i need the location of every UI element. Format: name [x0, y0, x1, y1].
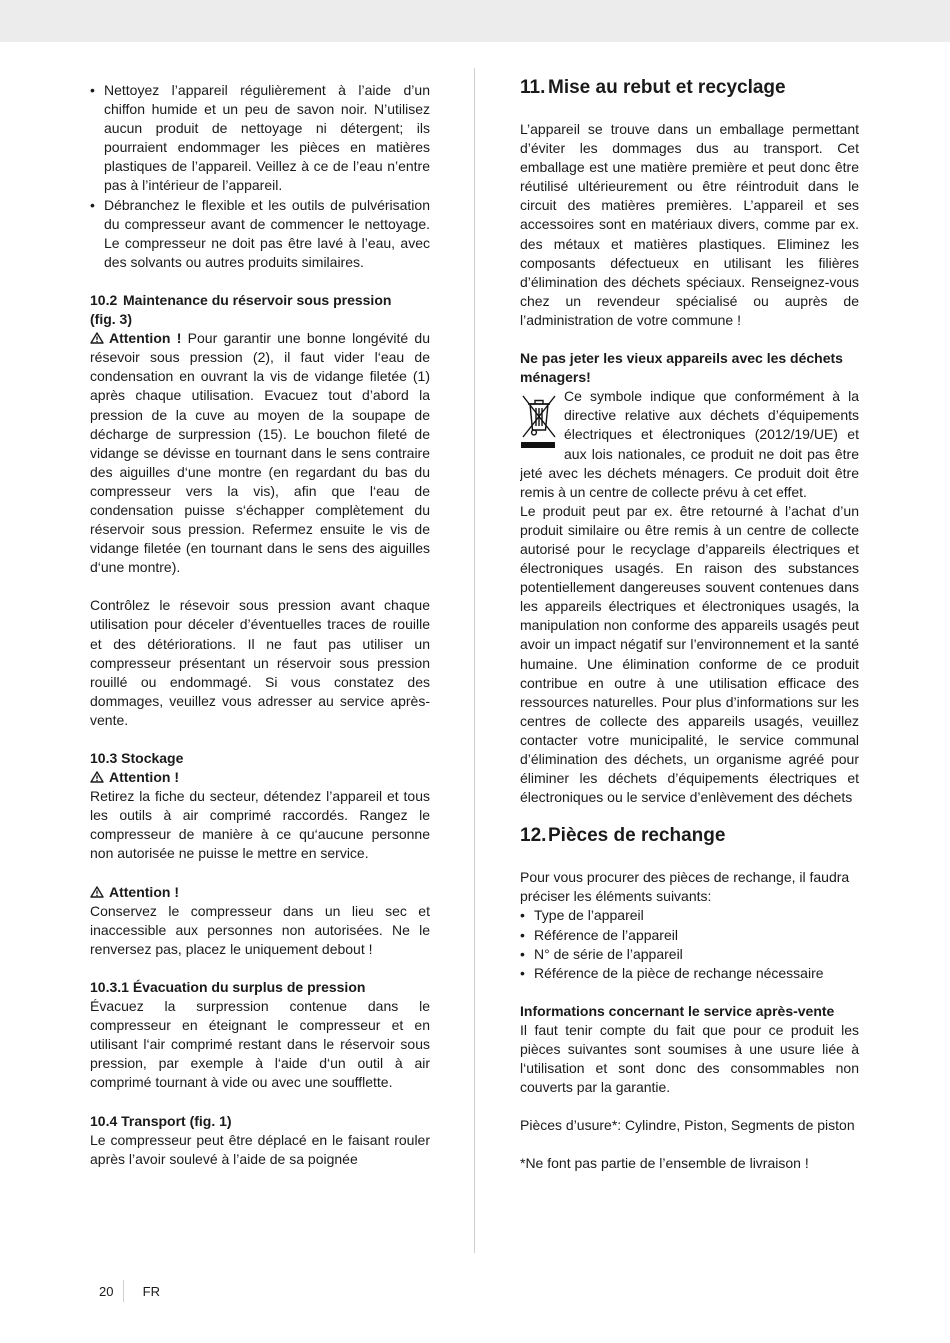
section-title: Mise au rebut et recyclage: [548, 77, 786, 98]
left-column: [90, 81, 430, 1169]
section-10-2-title: [90, 291, 430, 310]
weee-underline-bar: [521, 442, 555, 448]
paragraph: Évacuez la surpression contenue dans le compresseur en éteignant le compresseur et en utilisant l‘air comprimé restant dans le réservoir sous pression, par exemple à l‘aide d‘un outil à air comprimé tournant à vide ou avec une soufflette.: [90, 998, 430, 1091]
paragraph: *Ne font pas partie de l’ensemble de livraison !: [520, 1155, 809, 1172]
language-code: FR: [142, 1284, 160, 1299]
warning-text: Attention !: [109, 769, 179, 786]
list-item: • Type de l’appareil: [520, 906, 859, 925]
right-column: [520, 76, 859, 1174]
paragraph: Le produit peut par ex. être retourné à l’achat d’un produit similaire ou être remis à un centre de collecte autorisé pour le recyclage d’appareils électriques et électroniques usagés. En raison des substances potentiellement dangereuses souvent contenues dans les appareils électriques et électroniques usagés, la manipulation non conforme des appareils usagés peut avoir un impact négatif sur l’environnement et la santé humaine. Une élimination conforme de ce produit contribue en outre à une utilisation efficace des ressources naturelles. Pour plus d’informations sur les centres de collecte des appareils usagés, veuillez contacter votre municipalité, le service communal d’élimination des déchets, un organisme agréé pour éliminer les déchets d’équipements électriques et électroniques ou le service d’enlèvement des déchets: [520, 502, 859, 806]
paragraph: Retirez la fiche du secteur, détendez l’appareil et tous les outils à air comprimé raccordés. Rangez le compresseur de manière à ce qu‘aucune personne non autorisée ne puisse le mettre en service.: [90, 788, 430, 862]
section-10-3-1-title: 10.3.1 Évacuation du surplus de pression: [90, 978, 366, 995]
list-item: • Référence de l’appareil: [520, 926, 859, 945]
section-title-continued: (fig. 3): [90, 311, 132, 328]
list-item: • N° de série de l’appareil: [520, 945, 859, 964]
page-number: 20: [99, 1284, 114, 1299]
top-band: [0, 0, 950, 42]
list-item: • Nettoyez l’appareil régulièrement à l’aide d’un chiffon humide et un peu de savon noir. N’utilisez aucun produit de nettoyage ni détergent; ils pourraient endommager les pièces en matières plastiques de l’appareil. Veillez à ce de l’eau n’entre pas à l’intérieur de l’appareil.: [90, 81, 430, 196]
footer-separator: [123, 1280, 124, 1302]
paragraph: Ce symbole indique que conformément à la directive relative aux déchets d’équipements électriques et électroniques (2012/19/UE) et aux lois nationales, ce produit ne doit pas être jeté avec les déchets ménagers. Ce produit doit être remis à un centre de collecte prévu à cet effet.: [520, 388, 859, 500]
warning-text: Attention !: [109, 330, 182, 347]
section-number: 11.: [520, 77, 546, 98]
section-title: Pièces de rechange: [548, 825, 726, 847]
warning-label: [90, 330, 181, 346]
section-number: 10.2: [90, 291, 118, 308]
section-11-heading: [520, 76, 859, 100]
section-10-4-title: 10.4 Transport (fig. 1): [90, 1112, 232, 1129]
warning-label: [90, 768, 430, 787]
column-divider: [474, 68, 475, 1253]
bold-heading: Informations concernant le service après-vente: [520, 1002, 835, 1019]
section-title: Maintenance du réservoir sous pression: [123, 291, 392, 308]
warning-triangle-icon: [90, 886, 104, 898]
paragraph: L’appareil se trouve dans un emballage permettant d’éviter les dommages dus au transport. Cet emballage est une matière première et peut donc être réutilisé ultérieurement ou être réintroduit dans le circuit des matières premières. L’appareil et ses accessoires sont en matériaux divers, comme par ex. des métaux et matières plastiques. Eliminez les composants défectueux en utilisant les filières d’élimination des déchets spéciaux. Renseignez-vous chez un revendeur spécialisé ou auprès de l’administration de votre commune !: [520, 121, 859, 328]
page-footer: [99, 1283, 160, 1300]
bold-heading: Ne pas jeter les vieux appareils avec les déchets ménagers!: [520, 350, 843, 386]
paragraph: Pièces d’usure*: Cylindre, Piston, Segments de piston: [520, 1117, 855, 1134]
paragraph: Pour garantir une bonne longévité du résevoir sous pression (2), il faut vider l‘eau de condensation en ouvrant la vis de vidange filetée (1) après chaque utilisation. Evacuez tout d’abord la pression de la cuve au moyen de la soupape de décharge de surpression (15). Le bouchon fileté de vidange se dévisse en tournant dans le sens contraire des aiguilles d‘une montre (en regardant du bas du compresseur vers la vis), afin que l‘eau de condensation puisse s‘échapper complètement du réservoir sous pression. Refermez ensuite le vis de vidange filetée (en tournant dans le sens des aiguilles d‘une montre).: [90, 330, 430, 576]
paragraph: Il faut tenir compte du fait que pour ce produit les pièces suivantes sont soumises à une usure liée à l‘utilisation et sont donc des consommables non couverts par la garantie.: [520, 1021, 859, 1096]
paragraph: Le compresseur peut être déplacé en le faisant rouler après l’avoir soulevé à l’aide de sa poignée: [90, 1131, 430, 1167]
paragraph: Contrôlez le résevoir sous pression avant chaque utilisation pour déceler d’éventuelles traces de rouille et des détériorations. Il ne faut pas utiliser un compresseur présentant un réservoir sous pression rouillé ou endommagé. Si vous constatez des dommages, veuillez vous adresser au service après-vente.: [90, 597, 430, 728]
section-10-2-text: [90, 329, 430, 577]
paragraph: Pour vous procurer des pièces de rechange, il faudra préciser les éléments suivants:: [520, 869, 850, 905]
section-number: 12.: [520, 825, 547, 847]
section-10-3-title: 10.3 Stockage: [90, 750, 184, 766]
warning-label: [90, 883, 430, 902]
crossed-out-wheelie-bin-icon: [520, 390, 558, 450]
list-item: • Référence de la pièce de rechange nécessaire: [520, 964, 859, 983]
weee-block: [520, 387, 859, 502]
warning-text: Attention !: [109, 883, 179, 900]
cleaning-bullets: [90, 81, 430, 272]
section-12-heading: [520, 824, 859, 848]
warning-triangle-icon: [90, 332, 104, 344]
list-item: • Débranchez le flexible et les outils de pulvérisation du compresseur avant de commencer le nettoyage. Le compresseur ne doit pas être lavé à l’eau, avec des solvants ou autres produits similaires.: [90, 196, 430, 272]
spare-parts-list: [520, 906, 859, 982]
warning-triangle-icon: [90, 771, 104, 783]
paragraph: Conservez le compresseur dans un lieu sec et inaccessible aux personnes non autorisées. Ne le renversez pas, placez le uniquement debout !: [90, 902, 430, 957]
